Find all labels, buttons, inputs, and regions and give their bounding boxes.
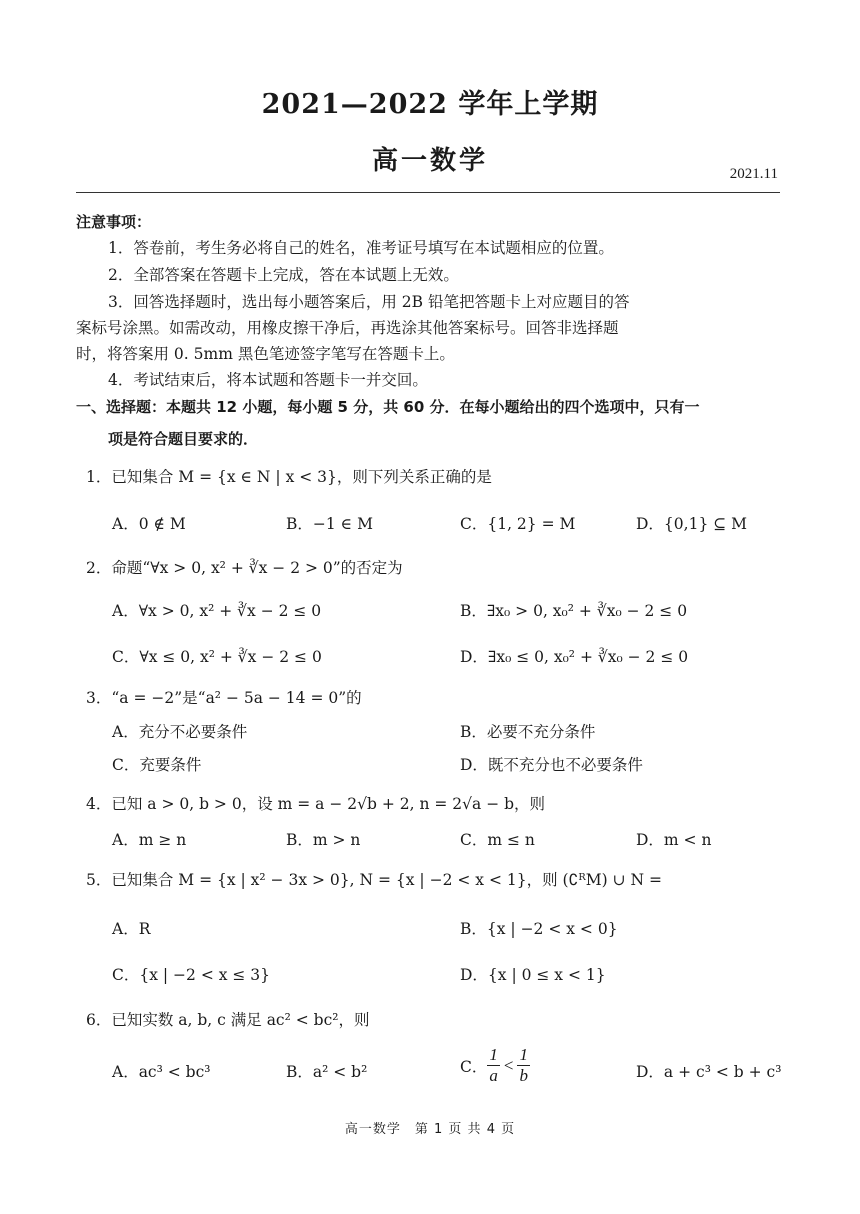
notice-item-3-line-1: 3．回答选择题时，选出每小题答案后，用 2B 铅笔把答题卡上对应题目的答 — [108, 293, 630, 311]
question-5-option-c: C．{x | −2 < x ≤ 3} — [112, 966, 271, 984]
fraction-denominator: a — [489, 1066, 498, 1085]
notice-item-3-line-2: 案标号涂黑。如需改动，用橡皮擦干净后，再选涂其他答案标号。回答非选择题 — [76, 319, 619, 337]
exam-date: 2021.11 — [729, 166, 778, 182]
notice-heading: 注意事项： — [76, 213, 152, 231]
question-3-stem: 3．“a = −2”是“a² − 5a − 14 = 0”的 — [86, 689, 362, 707]
fraction-one-over-a — [487, 1045, 500, 1086]
question-4-stem: 4．已知 a > 0, b > 0，设 m = a − 2√b + 2, n = 2√a − b，则 — [86, 795, 546, 813]
less-than-sign: < — [503, 1055, 514, 1075]
page-title: 2021—2022 学年上学期 — [261, 89, 599, 120]
question-1-option-d: D．{0,1} ⊆ M — [636, 515, 748, 533]
notice-item-1: 1．答卷前，考生务必将自己的姓名，准考证号填写在本试题相应的位置。 — [108, 239, 614, 257]
question-2-option-c: C．∀x ≤ 0, x² + ∛x − 2 ≤ 0 — [112, 648, 322, 666]
header-divider — [76, 192, 780, 193]
question-2-option-d: D．∃x₀ ≤ 0, x₀² + ∛x₀ − 2 ≤ 0 — [460, 648, 689, 666]
question-4-option-d: D．m < n — [636, 831, 712, 849]
question-6-option-d: D．a + c³ < b + c³ — [636, 1063, 782, 1081]
section-heading-line-1: 一、选择题：本题共 12 小题，每小题 5 分，共 60 分．在每小题给出的四个选项中，只有一 — [76, 398, 700, 416]
question-4-option-c: C．m ≤ n — [460, 831, 535, 849]
fraction-numerator: 1 — [519, 1045, 528, 1064]
question-1-option-b: B．−1 ∈ M — [286, 515, 373, 533]
question-3-option-a: A．充分不必要条件 — [112, 723, 248, 741]
question-5-option-d: D．{x | 0 ≤ x < 1} — [460, 966, 606, 984]
page-footer: 高一数学 第 1 页 共 4 页 — [344, 1122, 516, 1137]
section-heading-line-2: 项是符合题目要求的． — [108, 430, 259, 448]
question-1-option-a: A．0 ∉ M — [112, 515, 186, 533]
option-c-label: C． — [460, 1057, 488, 1076]
question-5-option-a: A．R — [112, 920, 151, 938]
question-1-stem: 1．已知集合 M = {x ∈ N | x < 3}，则下列关系正确的是 — [86, 468, 492, 486]
notice-item-4: 4．考试结束后，将本试题和答题卡一并交回。 — [108, 371, 428, 389]
question-6-option-b: B．a² < b² — [286, 1063, 368, 1081]
fraction-one-over-b — [517, 1045, 530, 1086]
question-6-stem: 6．已知实数 a, b, c 满足 ac² < bc²，则 — [86, 1011, 370, 1029]
fraction-denominator: b — [519, 1066, 528, 1085]
question-6-option-a: A．ac³ < bc³ — [112, 1063, 211, 1081]
question-2-option-b: B．∃x₀ > 0, x₀² + ∛x₀ − 2 ≤ 0 — [460, 602, 688, 620]
question-3-option-b: B．必要不充分条件 — [460, 723, 596, 741]
question-2-option-a: A．∀x > 0, x² + ∛x − 2 ≤ 0 — [112, 602, 322, 620]
question-3-option-d: D．既不充分也不必要条件 — [460, 756, 643, 774]
notice-item-3-line-3: 时，将答案用 0. 5mm 黑色笔迹签字笔写在答题卡上。 — [76, 345, 455, 363]
question-5-option-b: B．{x | −2 < x < 0} — [460, 920, 618, 938]
question-5-stem: 5．已知集合 M = {x | x² − 3x > 0}, N = {x | −2 < x < 1}，则 (∁ᴿM) ∪ N = — [86, 871, 662, 889]
fraction-numerator: 1 — [489, 1045, 498, 1064]
question-4-option-b: B．m > n — [286, 831, 361, 849]
question-1-option-c: C．{1, 2} = M — [460, 515, 576, 533]
page-subtitle: 高一数学 — [371, 146, 488, 176]
question-6-option-c — [460, 1045, 530, 1086]
question-3-option-c: C．充要条件 — [112, 756, 202, 774]
notice-item-2: 2．全部答案在答题卡上完成，答在本试题上无效。 — [108, 266, 459, 284]
question-4-option-a: A．m ≥ n — [112, 831, 187, 849]
question-2-stem: 2．命题“∀x > 0, x² + ∛x − 2 > 0”的否定为 — [86, 559, 403, 577]
